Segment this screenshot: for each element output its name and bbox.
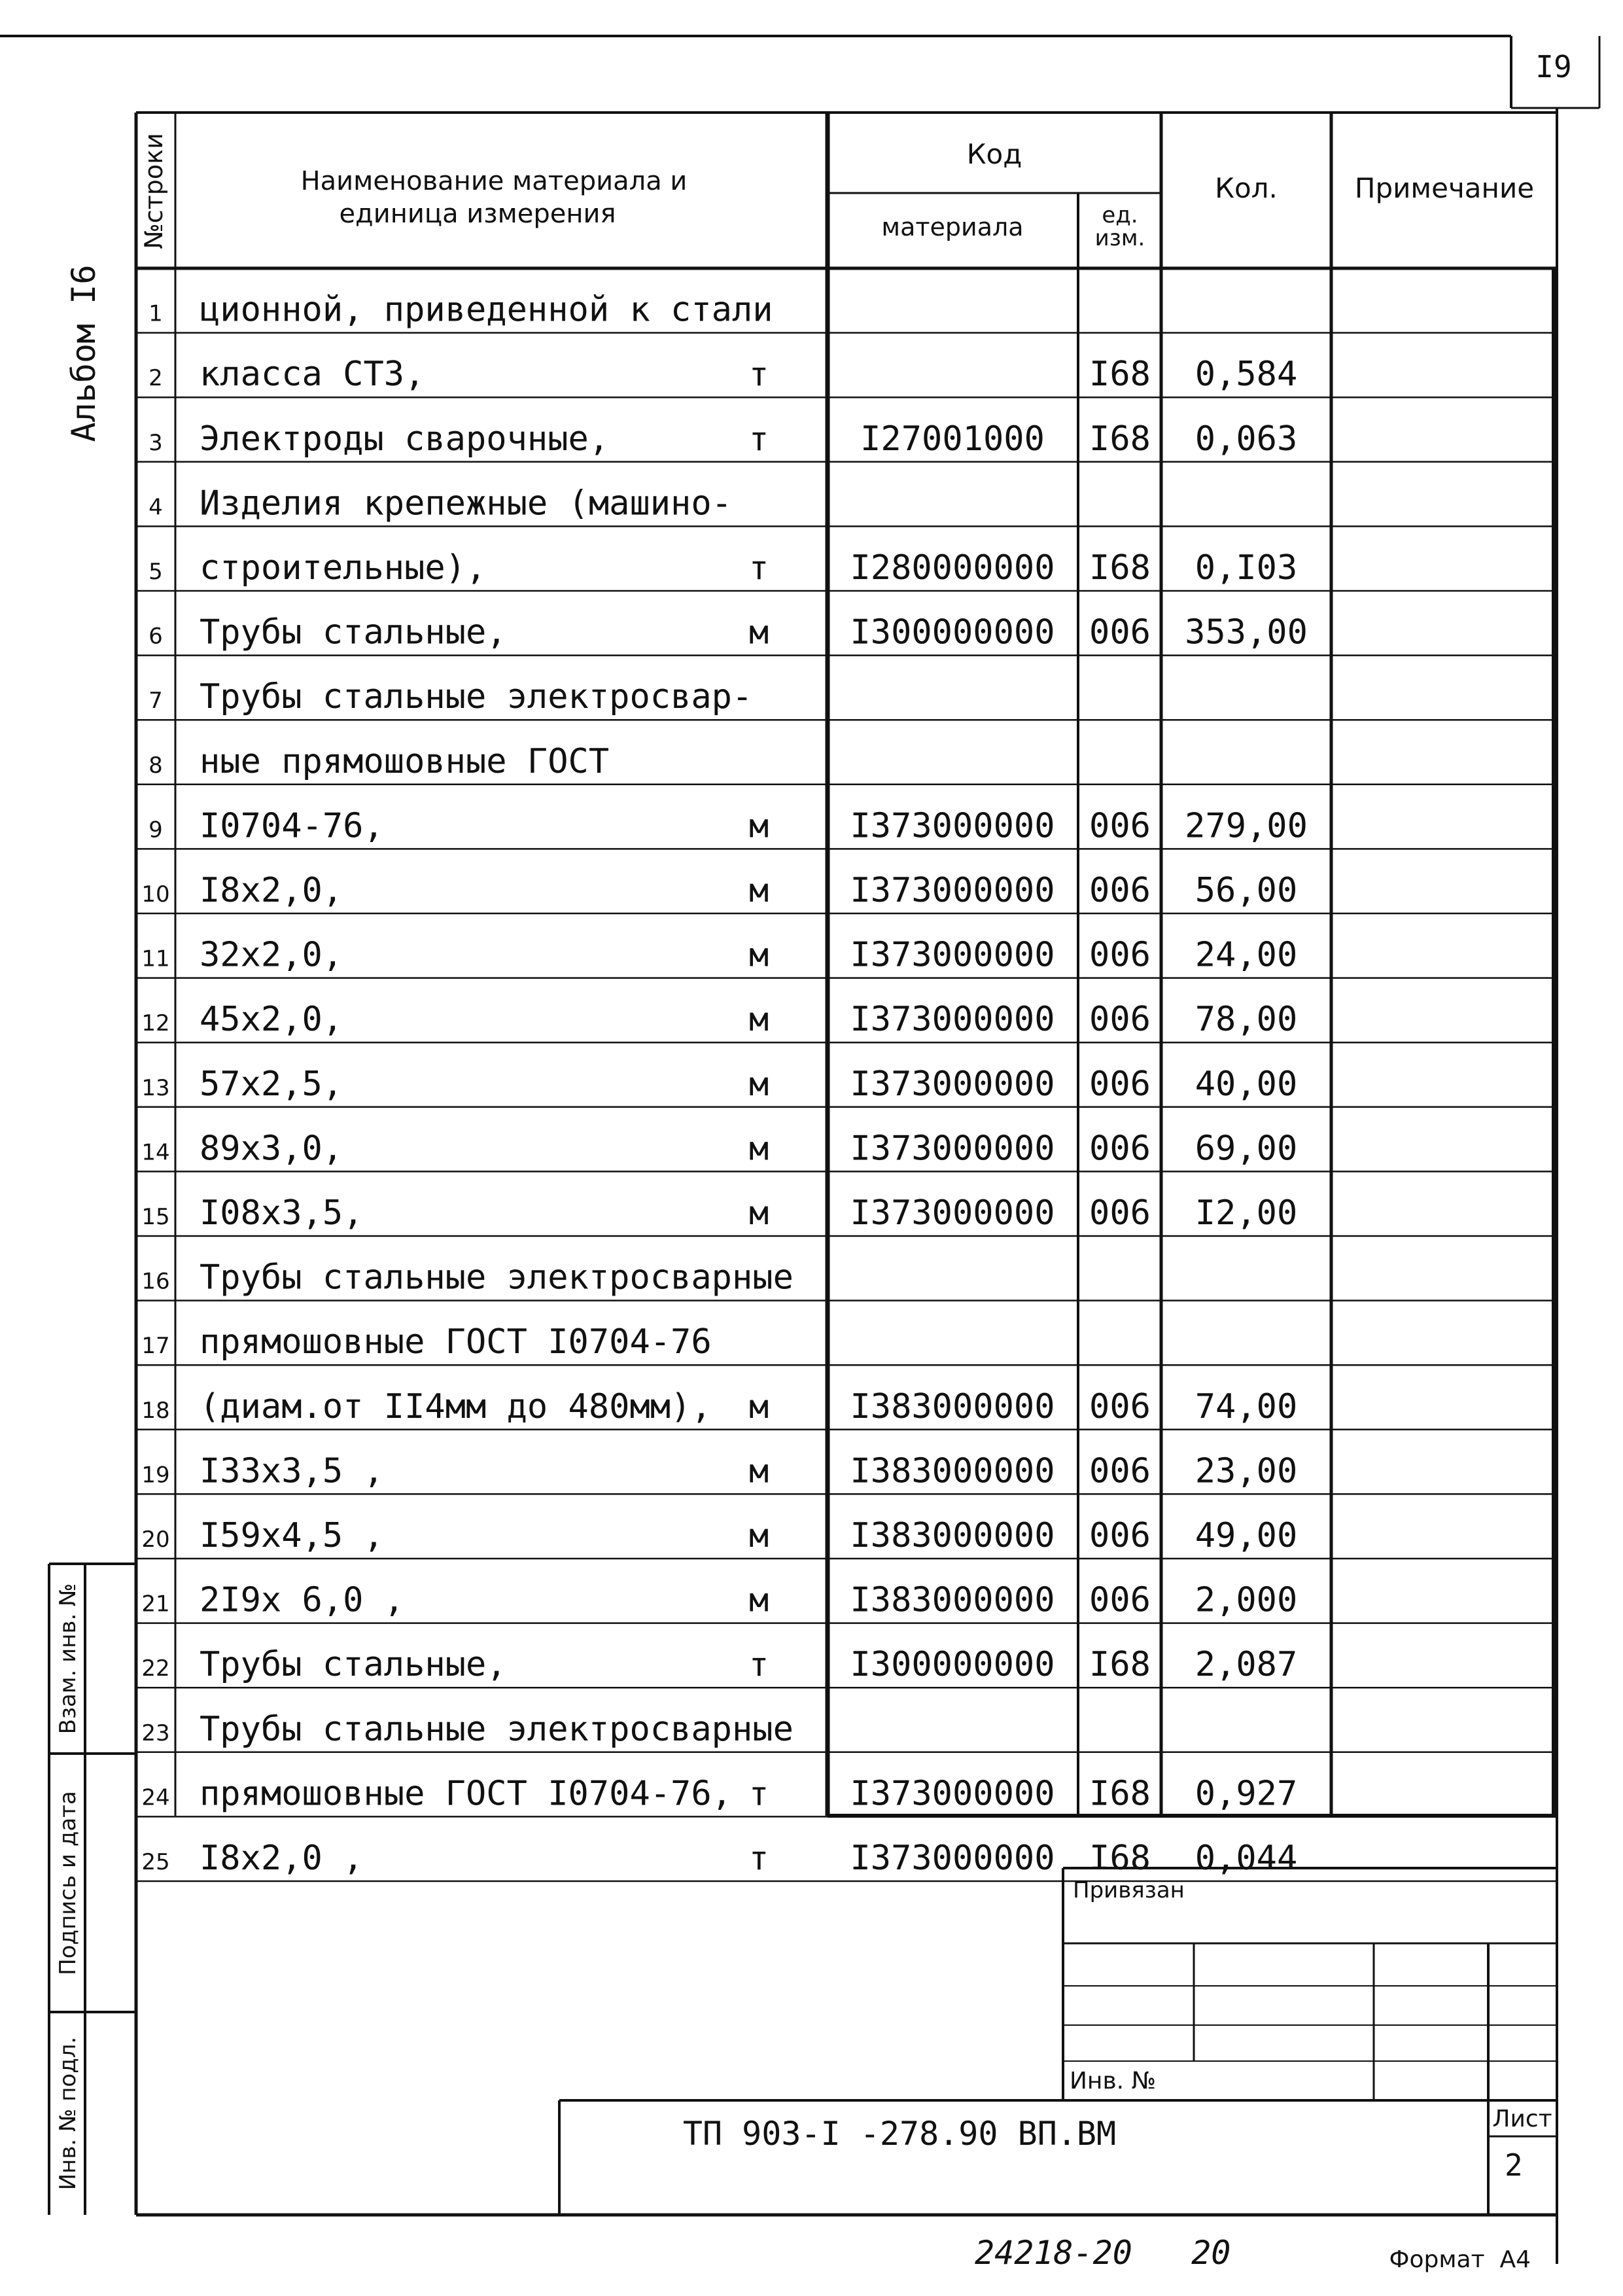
unit-code: 006 xyxy=(1089,1000,1151,1040)
handwritten-number: 24218-20 20 xyxy=(975,2234,1231,2272)
unit-code: 006 xyxy=(1089,1129,1151,1169)
row-number: 25 xyxy=(141,1849,170,1875)
quantity: 2,000 xyxy=(1195,1580,1298,1620)
material-name: прямошовные ГОСТ I0704-76 xyxy=(200,1322,712,1362)
inv-no-label: Инв. № xyxy=(1070,2068,1157,2094)
unit: т xyxy=(748,549,769,587)
unit: т xyxy=(748,355,769,394)
row-number: 22 xyxy=(141,1655,170,1682)
material-code: I373000000 xyxy=(850,935,1055,975)
unit-code: 006 xyxy=(1089,612,1151,652)
header-name-line1: Наименование материала и xyxy=(300,166,688,196)
unit-code: 006 xyxy=(1089,1386,1151,1426)
row-number: 9 xyxy=(148,817,163,843)
album-label: Альбом I6 xyxy=(65,264,103,442)
row-number: 13 xyxy=(141,1074,170,1101)
material-code: I383000000 xyxy=(850,1451,1055,1491)
unit: м xyxy=(748,1387,769,1426)
page-number: I9 xyxy=(1535,49,1572,84)
material-code: I373000000 xyxy=(850,1774,1055,1814)
quantity: I2,00 xyxy=(1195,1193,1298,1233)
document-code: ТП 903-I -278.90 ВП.ВМ xyxy=(682,2115,1117,2153)
unit-code: 006 xyxy=(1089,1516,1151,1555)
quantity: 69,00 xyxy=(1195,1129,1298,1169)
unit-code: 006 xyxy=(1089,935,1151,975)
row-number: 20 xyxy=(141,1527,170,1553)
header-unit-line2: изм. xyxy=(1094,225,1145,251)
unit: м xyxy=(748,613,769,652)
unit-code: I68 xyxy=(1089,1774,1151,1814)
row-number: 23 xyxy=(141,1720,170,1746)
unit-code: 006 xyxy=(1089,1064,1151,1104)
material-name: I8x2,0, xyxy=(200,871,343,910)
header-code: Код xyxy=(966,138,1022,170)
header-name-line2: единица измерения xyxy=(339,199,616,229)
quantity: 0,I03 xyxy=(1195,548,1298,588)
unit: м xyxy=(748,936,769,974)
quantity: 353,00 xyxy=(1185,612,1308,652)
quantity: 49,00 xyxy=(1195,1516,1298,1555)
unit: м xyxy=(748,1581,769,1619)
material-code: I373000000 xyxy=(850,871,1055,910)
material-name: (диам.от II4мм до 480мм), xyxy=(200,1386,712,1426)
unit-code: I68 xyxy=(1089,355,1151,395)
material-name: I8x2,0 , xyxy=(200,1839,364,1878)
header-material: материала xyxy=(881,213,1024,241)
row-number: 17 xyxy=(141,1333,170,1360)
material-name: Изделия крепежные (машино- xyxy=(200,484,732,523)
material-code: I373000000 xyxy=(850,1129,1055,1169)
row-number: 6 xyxy=(148,623,163,650)
row-number: 12 xyxy=(141,1010,170,1037)
unit-code: I68 xyxy=(1089,419,1151,459)
material-code: I373000000 xyxy=(850,1000,1055,1040)
quantity: 0,063 xyxy=(1195,419,1298,459)
unit: м xyxy=(748,872,769,910)
material-name: I33x3,5 , xyxy=(200,1451,384,1491)
quantity: 0,044 xyxy=(1195,1839,1298,1878)
unit-code: 006 xyxy=(1089,1193,1151,1233)
material-name: ционной, приведенной к стали xyxy=(200,290,773,330)
material-code: I373000000 xyxy=(850,1193,1055,1233)
material-name: 2I9x 6,0 , xyxy=(200,1580,405,1620)
unit-code: 006 xyxy=(1089,806,1151,846)
unit: м xyxy=(748,1000,769,1039)
row-number: 2 xyxy=(148,365,163,392)
quantity: 23,00 xyxy=(1195,1451,1298,1491)
sheet-label: Лист xyxy=(1492,2106,1552,2132)
unit: т xyxy=(748,419,769,458)
material-name: ные прямошовные ГОСТ xyxy=(200,741,610,781)
material-name: Трубы стальные электросварные xyxy=(200,1709,794,1749)
unit: м xyxy=(748,1517,769,1555)
header-note: Примечание xyxy=(1354,172,1535,204)
row-number: 21 xyxy=(141,1591,170,1617)
unit-code: 006 xyxy=(1089,1580,1151,1620)
row-number: 16 xyxy=(141,1268,170,1295)
row-number: 3 xyxy=(148,429,163,456)
unit: м xyxy=(748,1065,769,1103)
row-number: 15 xyxy=(141,1204,170,1230)
unit-code: I68 xyxy=(1089,1839,1151,1878)
material-code: I373000000 xyxy=(850,1064,1055,1104)
row-number: 10 xyxy=(141,881,170,908)
row-number: 18 xyxy=(141,1397,170,1424)
row-number: 5 xyxy=(148,559,163,585)
material-name: 32x2,0, xyxy=(200,935,343,975)
material-name: прямошовные ГОСТ I0704-76, xyxy=(200,1774,732,1814)
material-name: класса СТ3, xyxy=(200,355,425,395)
sheet-number: 2 xyxy=(1505,2147,1523,2183)
unit: м xyxy=(748,1194,769,1232)
quantity: 279,00 xyxy=(1185,806,1308,846)
material-code: I27001000 xyxy=(860,419,1045,459)
quantity: 0,584 xyxy=(1195,355,1298,395)
material-name: Трубы стальные электросвар- xyxy=(200,677,753,717)
material-table-body xyxy=(136,291,1557,1881)
material-name: I59x4,5 , xyxy=(200,1516,384,1555)
row-number: 4 xyxy=(148,494,163,521)
label-vzam-inv: Взам. инв. № xyxy=(55,1583,81,1735)
unit: т xyxy=(748,1839,769,1877)
material-code: I383000000 xyxy=(850,1580,1055,1620)
quantity: 56,00 xyxy=(1195,871,1298,910)
quantity: 78,00 xyxy=(1195,1000,1298,1040)
material-name: Трубы стальные, xyxy=(200,612,507,652)
label-podpis-data: Подпись и дата xyxy=(55,1791,81,1975)
quantity: 40,00 xyxy=(1195,1064,1298,1104)
material-code: I300000000 xyxy=(850,1645,1055,1685)
unit: м xyxy=(748,1452,769,1491)
material-name: 57x2,5, xyxy=(200,1064,343,1104)
quantity: 24,00 xyxy=(1195,935,1298,975)
label-inv-podl: Инв. № подл. xyxy=(55,2036,81,2191)
unit-code: 006 xyxy=(1089,1451,1151,1491)
header-row-number: №строки xyxy=(139,133,168,249)
header-quantity: Кол. xyxy=(1215,172,1278,204)
material-name: Электроды сварочные, xyxy=(200,419,610,459)
material-code: I373000000 xyxy=(850,806,1055,846)
material-code: I300000000 xyxy=(850,612,1055,652)
row-number: 1 xyxy=(148,300,163,327)
unit: м xyxy=(748,807,769,845)
format-label: Формат А4 xyxy=(1389,2246,1531,2273)
quantity: 0,927 xyxy=(1195,1774,1298,1814)
material-name: Трубы стальные, xyxy=(200,1645,507,1685)
row-number: 8 xyxy=(148,752,163,779)
row-number: 7 xyxy=(148,688,163,715)
privyazan-label: Привязан xyxy=(1073,1877,1185,1903)
unit: т xyxy=(748,1775,769,1813)
quantity: 2,087 xyxy=(1195,1645,1298,1685)
unit: м xyxy=(748,1129,769,1168)
material-code: I280000000 xyxy=(850,548,1055,588)
row-number: 24 xyxy=(141,1784,170,1811)
row-number: 11 xyxy=(141,945,170,972)
material-name: I08x3,5, xyxy=(200,1193,364,1233)
material-code: I383000000 xyxy=(850,1516,1055,1555)
material-name: Трубы стальные электросварные xyxy=(200,1258,794,1298)
material-name: 89x3,0, xyxy=(200,1129,343,1169)
unit-code: I68 xyxy=(1089,1645,1151,1685)
material-code: I383000000 xyxy=(850,1386,1055,1426)
unit-code: I68 xyxy=(1089,548,1151,588)
material-name: I0704-76, xyxy=(200,806,384,846)
header-unit-line1: ед. xyxy=(1102,202,1138,228)
unit: т xyxy=(748,1646,769,1684)
material-name: 45x2,0, xyxy=(200,1000,343,1040)
row-number: 19 xyxy=(141,1462,170,1489)
row-number: 14 xyxy=(141,1139,170,1166)
material-name: строительные), xyxy=(200,548,487,588)
unit-code: 006 xyxy=(1089,871,1151,910)
material-code: I373000000 xyxy=(850,1839,1055,1878)
quantity: 74,00 xyxy=(1195,1386,1298,1426)
